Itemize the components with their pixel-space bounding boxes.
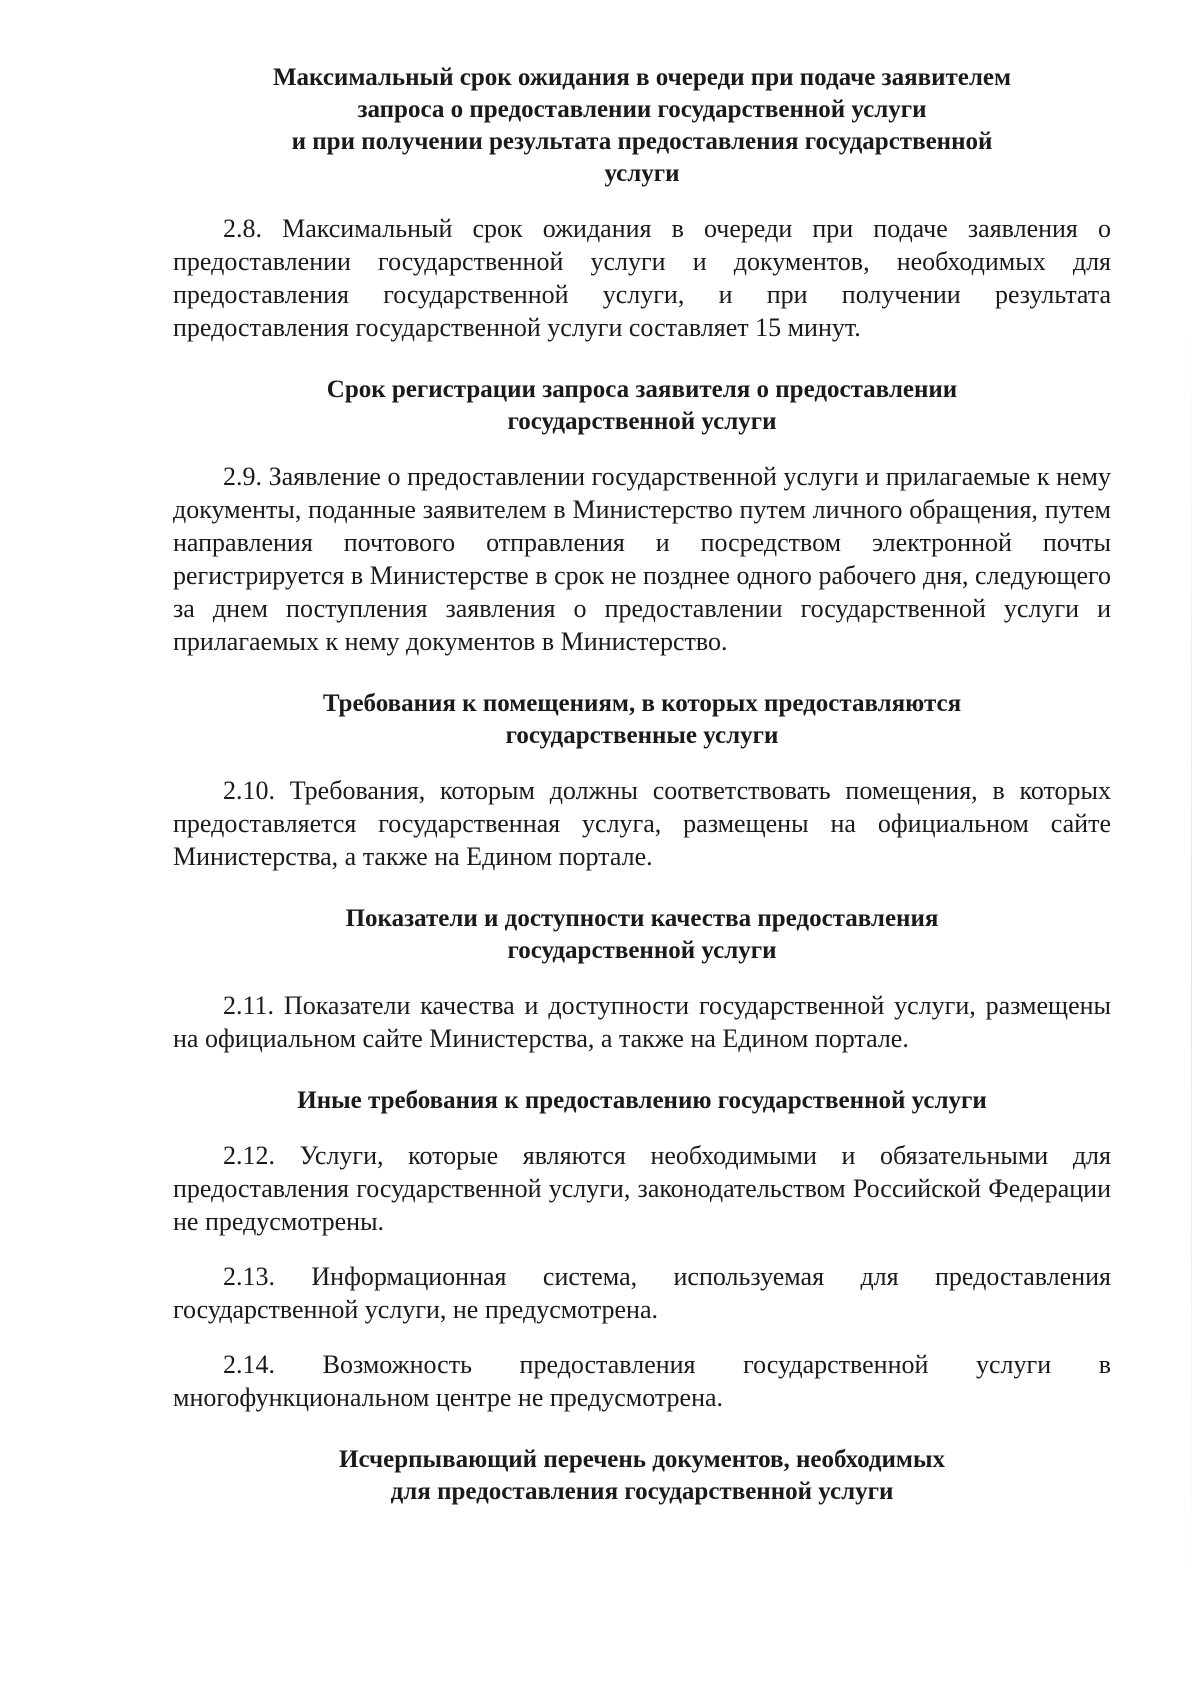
paragraph-2-11: 2.11. Показатели качества и доступности государственной услуги, размещены на официальном сайте Министерства, а также на Едином портале. (173, 991, 1111, 1053)
paragraph-2-13: 2.13. Информационная система, используемая для предоставления государственной услуги, не предусмотрена. (173, 1262, 1111, 1324)
heading-line: Показатели и доступности качества предоставления (345, 905, 939, 932)
scan-edge-artifact (1191, 300, 1192, 1600)
section-heading-documents-list (173, 1444, 1111, 1508)
paragraph-2-10: 2.10. Требования, которым должны соответствовать помещения, в которых предоставляется государственная услуга, размещены на официальном сайте Министерства, а также на Едином портале. (173, 776, 1111, 871)
heading-line: Исчерпывающий перечень документов, необходимых (339, 1446, 945, 1473)
document-body (173, 62, 1111, 1508)
heading-line: Срок регистрации запроса заявителя о предоставлении (326, 376, 958, 403)
section-heading-registration-term (173, 374, 1111, 438)
heading-line: запроса о предоставлении государственной услуги (357, 96, 927, 123)
section-heading-premises-requirements (173, 688, 1111, 752)
section-heading-other-requirements (173, 1085, 1111, 1117)
section-heading-max-wait-time (173, 62, 1111, 190)
paragraph-2-12: 2.12. Услуги, которые являются необходимыми и обязательными для предоставления государственной услуги, законодательством Российской Федерации не предусмотрены. (173, 1141, 1111, 1236)
heading-line: Максимальный срок ожидания в очереди при подаче заявителем (272, 64, 1012, 91)
heading-line: Иные требования к предоставлению государственной услуги (297, 1087, 987, 1114)
paragraph-2-9: 2.9. Заявление о предоставлении государственной услуги и прилагаемые к нему документы, поданные заявителем в Министерство путем личного обращения, путем направления почтового отправления и посредством электронной почты регистрируется в Министерстве в срок не позднее одного рабочего дня, следующего за днем поступления заявления о предоставлении государственной услуги и прилагаемых к нему документов в Министерство. (173, 462, 1111, 656)
heading-line: государственной услуги (507, 408, 777, 435)
heading-line: государственные услуги (505, 722, 779, 749)
heading-line: Требования к помещениям, в которых предоставляются (322, 690, 962, 717)
paragraph-2-8: 2.8. Максимальный срок ожидания в очереди при подаче заявления о предоставлении государственной услуги и документов, необходимых для предоставления государственной услуги, и при получении результата предоставления государственной услуги составляет 15 минут. (173, 214, 1111, 342)
heading-line: услуги (604, 160, 680, 187)
heading-line: для предоставления государственной услуги (390, 1478, 894, 1505)
heading-line: и при получении результата предоставления государственной (291, 128, 993, 155)
heading-line: государственной услуги (507, 937, 777, 964)
section-heading-quality-indicators (173, 903, 1111, 967)
paragraph-2-14: 2.14. Возможность предоставления государственной услуги в многофункциональном центре не предусмотрена. (173, 1350, 1111, 1412)
